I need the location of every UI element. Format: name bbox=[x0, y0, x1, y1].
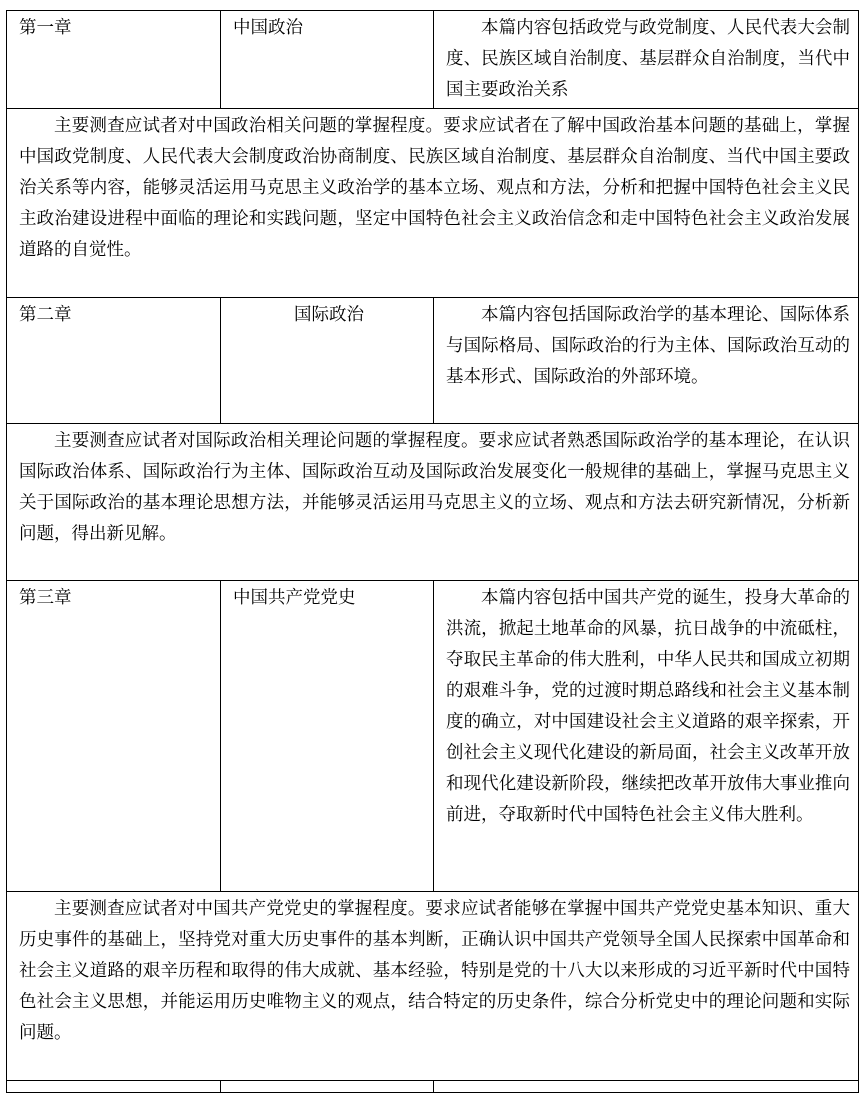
empty-cell bbox=[434, 1081, 859, 1093]
chapter-row bbox=[7, 581, 859, 892]
chapter-requirement: 主要测查应试者对中国政治相关问题的掌握程度。要求应试者在了解中国政治基本问题的基础上，掌握中国政党制度、人民代表大会制度政治协商制度、民族区域自治制度、基层群众自治制度、当代中国主要政治关系等内容，能够灵活运用马克思主义政治学的基本立场、观点和方法，分析和把握中国特色社会主义民主政治建设进程中面临的理论和实践问题，坚定中国特色社会主义政治信念和走中国特色社会主义政治发展道路的自觉性。 bbox=[19, 116, 850, 260]
requirement-row bbox=[7, 424, 859, 581]
chapter-requirement: 主要测查应试者对国际政治相关理论问题的掌握程度。要求应试者熟悉国际政治学的基本理论，在认识国际政治体系、国际政治行为主体、国际政治互动及国际政治发展变化一般规律的基础上，掌握马克思主义关于国际政治的基本理论思想方法，并能够灵活运用马克思主义的立场、观点和方法去研究新情况，分析新问题，得出新见解。 bbox=[19, 431, 850, 544]
chapter-requirement-cell bbox=[7, 892, 859, 1081]
chapter-title: 中国共产党党史 bbox=[221, 581, 434, 892]
next-chapter-row-partial bbox=[7, 1081, 859, 1093]
chapter-requirement-cell bbox=[7, 109, 859, 298]
chapter-number: 第一章 bbox=[7, 11, 221, 109]
empty-cell bbox=[221, 1081, 434, 1093]
chapter-row bbox=[7, 11, 859, 109]
chapter-requirement-cell bbox=[7, 424, 859, 581]
chapter-title: 中国政治 bbox=[221, 11, 434, 109]
chapter-content: 本篇内容包括国际政治学的基本理论、国际体系与国际格局、国际政治的行为主体、国际政治互动的基本形式、国际政治的外部环境。 bbox=[434, 298, 859, 424]
chapter-number: 第三章 bbox=[7, 581, 221, 892]
chapter-title: 国际政治 bbox=[221, 298, 434, 424]
chapter-requirement: 主要测查应试者对中国共产党党史的掌握程度。要求应试者能够在掌握中国共产党党史基本知识、重大历史事件的基础上，坚持党对重大历史事件的基本判断，正确认识中国共产党领导全国人民探索中国革命和社会主义道路的艰辛历程和取得的伟大成就、基本经验，特别是党的十八大以来形成的习近平新时代中国特色社会主义思想，并能运用历史唯物主义的观点，结合特定的历史条件，综合分析党史中的理论问题和实际问题。 bbox=[19, 899, 850, 1043]
empty-cell bbox=[7, 1081, 221, 1093]
chapter-content: 本篇内容包括政党与政党制度、人民代表大会制度、民族区域自治制度、基层群众自治制度，当代中国主要政治关系 bbox=[434, 11, 859, 109]
chapter-content: 本篇内容包括中国共产党的诞生，投身大革命的洪流，掀起土地革命的风暴，抗日战争的中流砥柱，夺取民主革命的伟大胜利，中华人民共和国成立初期的艰难斗争，党的过渡时期总路线和社会主义基本制度的确立，对中国建设社会主义道路的艰辛探索，开创社会主义现代化建设的新局面，社会主义改革开放和现代化建设新阶段，继续把改革开放伟大事业推向前进，夺取新时代中国特色社会主义伟大胜利。 bbox=[434, 581, 859, 892]
chapter-number: 第二章 bbox=[7, 298, 221, 424]
requirement-row bbox=[7, 109, 859, 298]
requirement-row bbox=[7, 892, 859, 1081]
chapter-row bbox=[7, 298, 859, 424]
syllabus-table bbox=[6, 10, 859, 1093]
syllabus-document bbox=[6, 10, 858, 1093]
